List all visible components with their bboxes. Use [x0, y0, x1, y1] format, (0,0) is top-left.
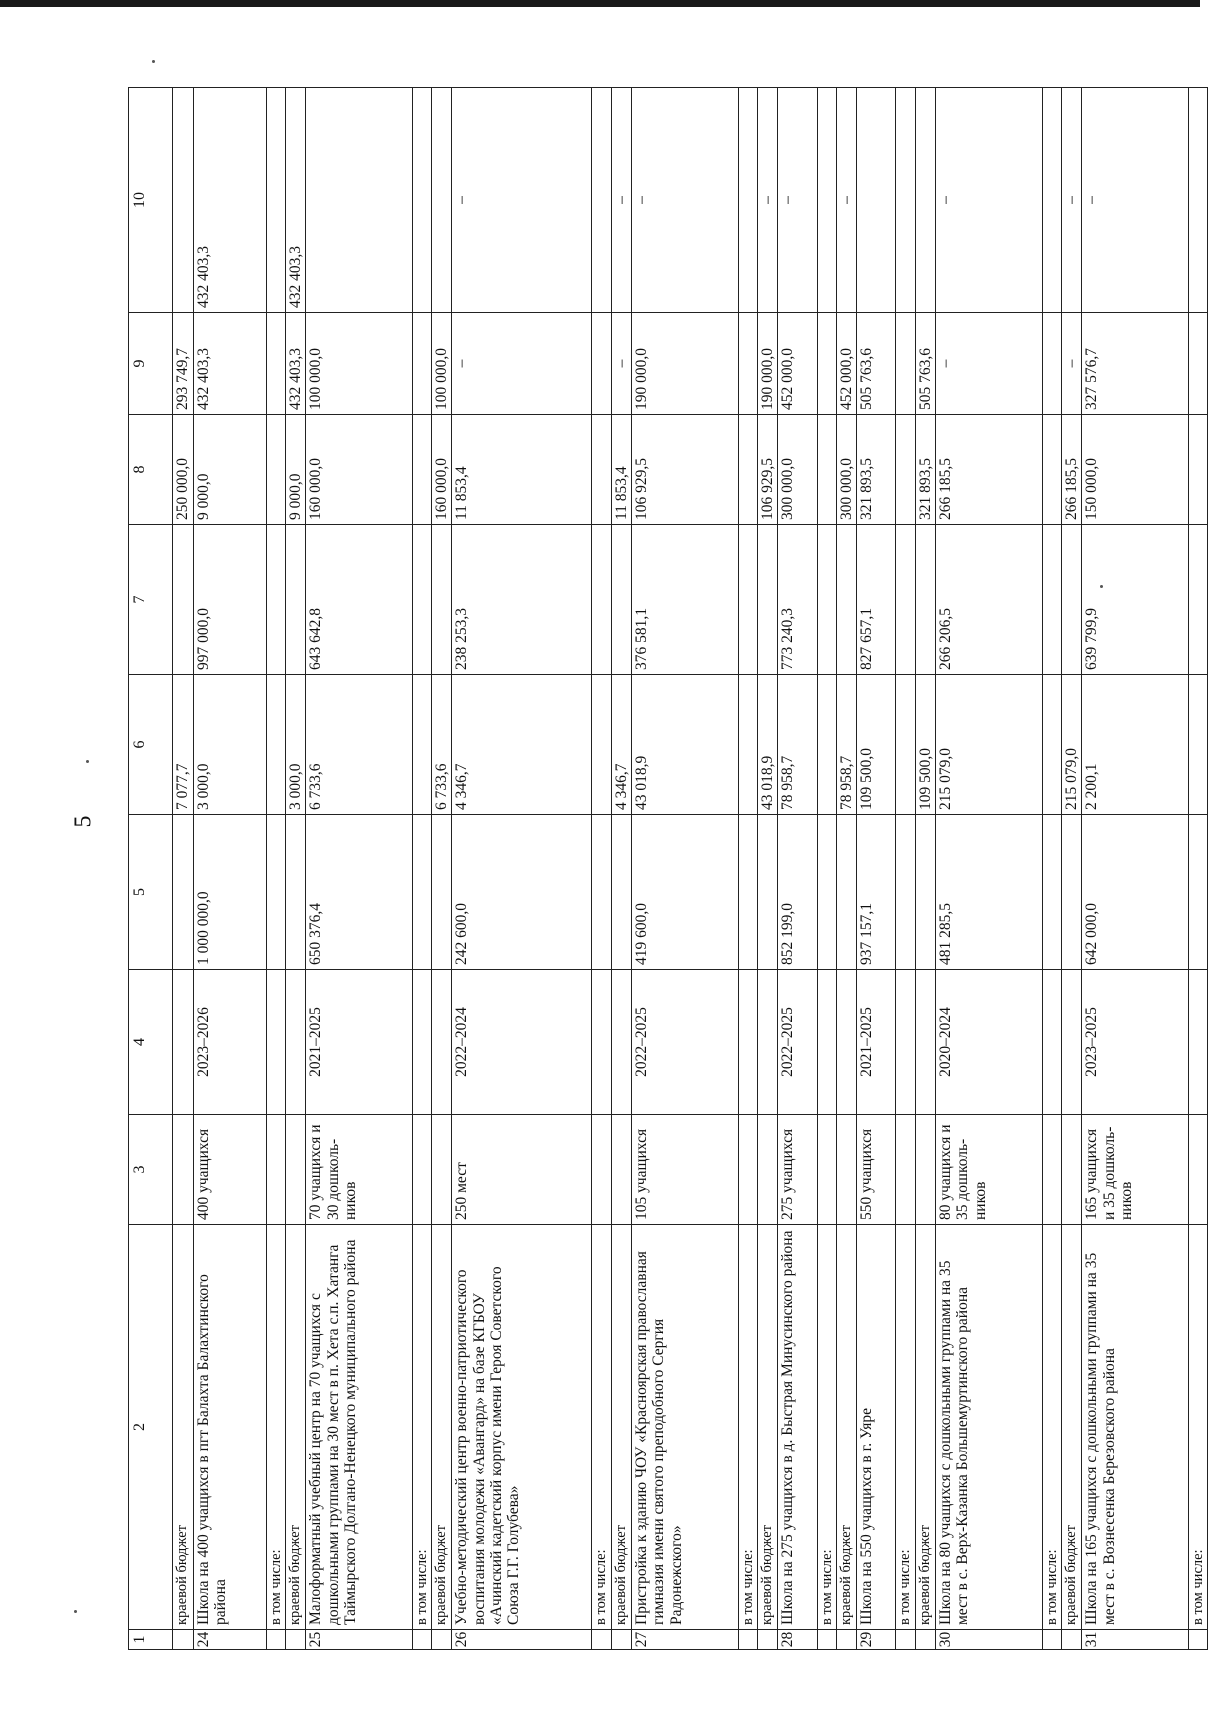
- value-col-6: 4 346,7: [452, 675, 592, 815]
- value-col-5: [266, 815, 285, 970]
- table-row-regional-budget: [836, 88, 856, 1650]
- page-number: 5: [70, 815, 97, 828]
- value-col-10: [431, 88, 451, 313]
- value-col-7: [431, 525, 451, 675]
- value-col-5: 650 376,4: [306, 815, 413, 970]
- value-col-10: [306, 88, 413, 313]
- period: [757, 970, 777, 1115]
- value-col-9: [817, 313, 836, 415]
- row-label: краевой бюджет: [757, 1225, 777, 1630]
- value-col-7: 643 642,8: [306, 525, 413, 675]
- value-col-10: [1188, 88, 1207, 313]
- value-col-5: [738, 815, 757, 970]
- value-col-7: [1042, 525, 1061, 675]
- value-col-9: [1188, 313, 1207, 415]
- value-col-7: 376 581,1: [632, 525, 739, 675]
- value-col-5: [412, 815, 431, 970]
- period: [412, 970, 431, 1115]
- value-col-5: 481 285,5: [936, 815, 1043, 970]
- value-col-10: [896, 88, 915, 313]
- table-body: [129, 88, 1208, 1650]
- row-number: 29: [857, 1630, 896, 1650]
- value-col-7: [611, 525, 631, 675]
- value-col-10: –: [936, 88, 1043, 313]
- value-col-9: 293 749,7: [173, 313, 193, 415]
- scan-top-edge: [0, 0, 1200, 7]
- value-col-10: [857, 88, 896, 313]
- value-col-10: [915, 88, 935, 313]
- value-col-8: 11 853,4: [452, 415, 592, 525]
- object-name: Школа на 400 учащихся в пгт Балахта Балахтинского района: [193, 1225, 266, 1630]
- period: [1042, 970, 1061, 1115]
- row-number: 28: [778, 1630, 817, 1650]
- table-row-regional-budget: [431, 88, 451, 1650]
- value-col-6: [1188, 675, 1207, 815]
- period: [285, 970, 305, 1115]
- capacity: [412, 1115, 431, 1225]
- period: [817, 970, 836, 1115]
- value-col-5: [836, 815, 856, 970]
- value-col-9: –: [611, 313, 631, 415]
- row-label: в том числе:: [266, 1225, 285, 1630]
- value-col-6: 215 079,0: [1061, 675, 1081, 815]
- value-col-10: [738, 88, 757, 313]
- value-col-7: [757, 525, 777, 675]
- value-col-7: 773 240,3: [778, 525, 817, 675]
- rotated-table-frame: [128, 88, 1208, 1650]
- value-col-8: 11 853,4: [611, 415, 631, 525]
- capacity: [1061, 1115, 1081, 1225]
- value-col-5: [757, 815, 777, 970]
- period: [266, 970, 285, 1115]
- table-row-regional-budget: [1061, 88, 1081, 1650]
- row-label: в том числе:: [592, 1225, 611, 1630]
- value-col-7: 238 253,3: [452, 525, 592, 675]
- value-col-9: –: [452, 313, 592, 415]
- row-number: [285, 1630, 305, 1650]
- value-col-5: [611, 815, 631, 970]
- value-col-10: [173, 88, 193, 313]
- value-col-7: [266, 525, 285, 675]
- value-col-6: 109 500,0: [915, 675, 935, 815]
- value-col-6: 109 500,0: [857, 675, 896, 815]
- scan-speck: [86, 760, 89, 763]
- row-number: [1188, 1630, 1207, 1650]
- table-row-regional-budget: [611, 88, 631, 1650]
- capacity: [738, 1115, 757, 1225]
- value-col-8: 9 000,0: [193, 415, 266, 525]
- value-col-5: [1188, 815, 1207, 970]
- row-label: в том числе:: [1042, 1225, 1061, 1630]
- header-cell-5: 5: [129, 815, 173, 970]
- period: [738, 970, 757, 1115]
- table-row-including: [817, 88, 836, 1650]
- row-number: [817, 1630, 836, 1650]
- value-col-9: 432 403,3: [285, 313, 305, 415]
- capacity: 275 учащихся: [778, 1115, 817, 1225]
- capacity: [431, 1115, 451, 1225]
- header-cell-2: 2: [129, 1225, 173, 1630]
- table-row-object: [1082, 88, 1189, 1650]
- value-col-8: 9 000,0: [285, 415, 305, 525]
- value-col-7: [836, 525, 856, 675]
- value-col-10: –: [757, 88, 777, 313]
- period: [431, 970, 451, 1115]
- value-col-7: [817, 525, 836, 675]
- capacity: 80 учащихся и 35 дошколь-ников: [936, 1115, 1043, 1225]
- period: 2023–2025: [1082, 970, 1189, 1115]
- table-row-object: [306, 88, 413, 1650]
- capacity: [173, 1115, 193, 1225]
- value-col-7: [285, 525, 305, 675]
- value-col-6: [738, 675, 757, 815]
- value-col-10: [266, 88, 285, 313]
- value-col-8: [817, 415, 836, 525]
- object-name: Пристройка к зданию ЧОУ «Красноярская православная гимназия имени святого преподобного Сергия Радонежского»: [632, 1225, 739, 1630]
- period: [173, 970, 193, 1115]
- value-col-5: 419 600,0: [632, 815, 739, 970]
- row-number: [836, 1630, 856, 1650]
- header-cell-8: 8: [129, 415, 173, 525]
- value-col-9: 190 000,0: [757, 313, 777, 415]
- value-col-8: 266 185,5: [1061, 415, 1081, 525]
- value-col-8: 106 929,5: [632, 415, 739, 525]
- row-label: краевой бюджет: [1061, 1225, 1081, 1630]
- table-row-including: [896, 88, 915, 1650]
- value-col-10: –: [778, 88, 817, 313]
- object-name: Школа на 550 учащихся в г. Уяре: [857, 1225, 896, 1630]
- value-col-5: [896, 815, 915, 970]
- row-label: в том числе:: [817, 1225, 836, 1630]
- period: [836, 970, 856, 1115]
- period: 2022–2024: [452, 970, 592, 1115]
- value-col-9: 452 000,0: [778, 313, 817, 415]
- row-number: [431, 1630, 451, 1650]
- row-label: краевой бюджет: [285, 1225, 305, 1630]
- period: 2021–2025: [857, 970, 896, 1115]
- value-col-6: [817, 675, 836, 815]
- object-name: Школа на 165 учащихся с дошкольными группами на 35 мест в с. Вознесенка Березовского района: [1082, 1225, 1189, 1630]
- value-col-9: [896, 313, 915, 415]
- value-col-8: 321 893,5: [915, 415, 935, 525]
- financing-table: [128, 87, 1208, 1650]
- table-row-object: [452, 88, 592, 1650]
- value-col-7: 997 000,0: [193, 525, 266, 675]
- value-col-6: 78 958,7: [836, 675, 856, 815]
- value-col-5: 852 199,0: [778, 815, 817, 970]
- period: 2020–2024: [936, 970, 1043, 1115]
- value-col-10: –: [1082, 88, 1189, 313]
- row-label: краевой бюджет: [836, 1225, 856, 1630]
- value-col-8: 160 000,0: [431, 415, 451, 525]
- value-col-8: [592, 415, 611, 525]
- capacity: 250 мест: [452, 1115, 592, 1225]
- capacity: [757, 1115, 777, 1225]
- value-col-9: 452 000,0: [836, 313, 856, 415]
- period: [915, 970, 935, 1115]
- value-col-7: [412, 525, 431, 675]
- table-row-including: [1188, 88, 1207, 1650]
- row-number: [412, 1630, 431, 1650]
- period: [1061, 970, 1081, 1115]
- table-row-including: [592, 88, 611, 1650]
- value-col-9: 100 000,0: [306, 313, 413, 415]
- value-col-7: [1061, 525, 1081, 675]
- object-name: Учебно-методический центр военно-патриотического воспитания молодежи «Авангард» на базе КГБОУ «Ачинский кадетский корпус имени Героя Советского Союза Г.Г. Голубева»: [452, 1225, 592, 1630]
- period: [1188, 970, 1207, 1115]
- period: 2022–2025: [778, 970, 817, 1115]
- header-cell-7: 7: [129, 525, 173, 675]
- value-col-5: [592, 815, 611, 970]
- capacity: [915, 1115, 935, 1225]
- row-label: краевой бюджет: [431, 1225, 451, 1630]
- value-col-8: 106 929,5: [757, 415, 777, 525]
- value-col-9: [266, 313, 285, 415]
- period: 2022–2025: [632, 970, 739, 1115]
- value-col-9: [1042, 313, 1061, 415]
- value-col-6: 7 077,7: [173, 675, 193, 815]
- value-col-6: 3 000,0: [285, 675, 305, 815]
- period: [896, 970, 915, 1115]
- value-col-6: [1042, 675, 1061, 815]
- capacity: 105 учащихся: [632, 1115, 739, 1225]
- value-col-5: [173, 815, 193, 970]
- value-col-10: –: [1061, 88, 1081, 313]
- value-col-5: 1 000 000,0: [193, 815, 266, 970]
- value-col-6: 2 200,1: [1082, 675, 1189, 815]
- value-col-8: [1188, 415, 1207, 525]
- table-row-object: [632, 88, 739, 1650]
- value-col-8: 300 000,0: [836, 415, 856, 525]
- value-col-10: 432 403,3: [285, 88, 305, 313]
- header-cell-6: 6: [129, 675, 173, 815]
- table-row-including: [412, 88, 431, 1650]
- value-col-7: 639 799,9: [1082, 525, 1189, 675]
- value-col-5: 242 600,0: [452, 815, 592, 970]
- header-cell-10: 10: [129, 88, 173, 313]
- row-label: краевой бюджет: [173, 1225, 193, 1630]
- table-row-object: [936, 88, 1043, 1650]
- value-col-6: [412, 675, 431, 815]
- capacity: [1042, 1115, 1061, 1225]
- value-col-5: 937 157,1: [857, 815, 896, 970]
- capacity: 165 учащихся и 35 дошколь-ников: [1082, 1115, 1189, 1225]
- table-row-object: [193, 88, 266, 1650]
- period: [592, 970, 611, 1115]
- row-number: 24: [193, 1630, 266, 1650]
- table-row-regional-budget: [173, 88, 193, 1650]
- value-col-7: [915, 525, 935, 675]
- row-number: [738, 1630, 757, 1650]
- object-name: Малоформатный учебный центр на 70 учащихся с дошкольными группами на 30 мест в п. Хета с.п. Хатанга Таймырского Долгано-Ненецкого муниципального района: [306, 1225, 413, 1630]
- value-col-6: 6 733,6: [431, 675, 451, 815]
- capacity: [817, 1115, 836, 1225]
- value-col-6: [592, 675, 611, 815]
- row-label: в том числе:: [738, 1225, 757, 1630]
- table-row-regional-budget: [915, 88, 935, 1650]
- value-col-8: 160 000,0: [306, 415, 413, 525]
- value-col-9: [412, 313, 431, 415]
- row-number: 26: [452, 1630, 592, 1650]
- value-col-7: [592, 525, 611, 675]
- value-col-7: 827 657,1: [857, 525, 896, 675]
- table-row-including: [1042, 88, 1061, 1650]
- row-number: 25: [306, 1630, 413, 1650]
- value-col-8: 321 893,5: [857, 415, 896, 525]
- row-number: [757, 1630, 777, 1650]
- header-cell-4: 4: [129, 970, 173, 1115]
- value-col-6: 43 018,9: [632, 675, 739, 815]
- period: 2023–2026: [193, 970, 266, 1115]
- value-col-10: –: [452, 88, 592, 313]
- value-col-6: [896, 675, 915, 815]
- period: 2021–2025: [306, 970, 413, 1115]
- value-col-8: 266 185,5: [936, 415, 1043, 525]
- value-col-9: [592, 313, 611, 415]
- table-row-object: [778, 88, 817, 1650]
- value-col-8: [1042, 415, 1061, 525]
- scan-speck: [152, 60, 155, 63]
- value-col-6: 78 958,7: [778, 675, 817, 815]
- value-col-6: 4 346,7: [611, 675, 631, 815]
- capacity: [836, 1115, 856, 1225]
- table-row-object: [857, 88, 896, 1650]
- capacity: [896, 1115, 915, 1225]
- table-row-regional-budget: [285, 88, 305, 1650]
- row-number: [611, 1630, 631, 1650]
- value-col-8: [738, 415, 757, 525]
- value-col-9: 432 403,3: [193, 313, 266, 415]
- row-number: [1061, 1630, 1081, 1650]
- table-row-regional-budget: [757, 88, 777, 1650]
- value-col-5: [431, 815, 451, 970]
- value-col-8: [266, 415, 285, 525]
- table-row-including: [266, 88, 285, 1650]
- value-col-5: 642 000,0: [1082, 815, 1189, 970]
- value-col-10: –: [836, 88, 856, 313]
- value-col-7: [1188, 525, 1207, 675]
- value-col-6: 215 079,0: [936, 675, 1043, 815]
- row-number: [592, 1630, 611, 1650]
- value-col-8: 300 000,0: [778, 415, 817, 525]
- value-col-7: [896, 525, 915, 675]
- value-col-10: [592, 88, 611, 313]
- value-col-9: 190 000,0: [632, 313, 739, 415]
- value-col-6: 6 733,6: [306, 675, 413, 815]
- value-col-9: 327 576,7: [1082, 313, 1189, 415]
- value-col-10: –: [611, 88, 631, 313]
- capacity: [285, 1115, 305, 1225]
- capacity: 70 учащихся и 30 дошколь-ников: [306, 1115, 413, 1225]
- row-number: [266, 1630, 285, 1650]
- value-col-9: –: [936, 313, 1043, 415]
- value-col-6: 43 018,9: [757, 675, 777, 815]
- value-col-10: 432 403,3: [193, 88, 266, 313]
- value-col-5: [1042, 815, 1061, 970]
- row-number: 31: [1082, 1630, 1189, 1650]
- value-col-7: 266 206,5: [936, 525, 1043, 675]
- row-label: краевой бюджет: [611, 1225, 631, 1630]
- value-col-8: 250 000,0: [173, 415, 193, 525]
- value-col-6: [266, 675, 285, 815]
- header-cell-1: 1: [129, 1630, 173, 1650]
- row-number: [896, 1630, 915, 1650]
- row-number: 30: [936, 1630, 1043, 1650]
- value-col-9: 100 000,0: [431, 313, 451, 415]
- value-col-5: [817, 815, 836, 970]
- value-col-9: 505 763,6: [857, 313, 896, 415]
- value-col-7: [738, 525, 757, 675]
- header-cell-9: 9: [129, 313, 173, 415]
- capacity: 550 учащихся: [857, 1115, 896, 1225]
- scan-speck: [74, 1610, 77, 1613]
- capacity: [592, 1115, 611, 1225]
- capacity: [1188, 1115, 1207, 1225]
- row-number: [915, 1630, 935, 1650]
- row-label: в том числе:: [896, 1225, 915, 1630]
- capacity: 400 учащихся: [193, 1115, 266, 1225]
- value-col-5: [285, 815, 305, 970]
- capacity: [266, 1115, 285, 1225]
- value-col-8: [412, 415, 431, 525]
- period: [611, 970, 631, 1115]
- value-col-9: –: [1061, 313, 1081, 415]
- row-number: 27: [632, 1630, 739, 1650]
- header-row: [129, 88, 173, 1650]
- value-col-5: [915, 815, 935, 970]
- row-number: [1042, 1630, 1061, 1650]
- value-col-7: [173, 525, 193, 675]
- value-col-10: [1042, 88, 1061, 313]
- row-label: в том числе:: [412, 1225, 431, 1630]
- row-label: в том числе:: [1188, 1225, 1207, 1630]
- value-col-10: [817, 88, 836, 313]
- object-name: Школа на 80 учащихся с дошкольными группами на 35 мест в с. Верх-Казанка Большемуртинского района: [936, 1225, 1043, 1630]
- value-col-6: 3 000,0: [193, 675, 266, 815]
- row-number: [173, 1630, 193, 1650]
- value-col-9: 505 763,6: [915, 313, 935, 415]
- table-row-including: [738, 88, 757, 1650]
- object-name: Школа на 275 учащихся в д. Быстрая Минусинского района: [778, 1225, 817, 1630]
- header-cell-3: 3: [129, 1115, 173, 1225]
- value-col-5: [1061, 815, 1081, 970]
- row-label: краевой бюджет: [915, 1225, 935, 1630]
- value-col-9: [738, 313, 757, 415]
- value-col-8: [896, 415, 915, 525]
- value-col-10: [412, 88, 431, 313]
- capacity: [611, 1115, 631, 1225]
- value-col-10: –: [632, 88, 739, 313]
- value-col-8: 150 000,0: [1082, 415, 1189, 525]
